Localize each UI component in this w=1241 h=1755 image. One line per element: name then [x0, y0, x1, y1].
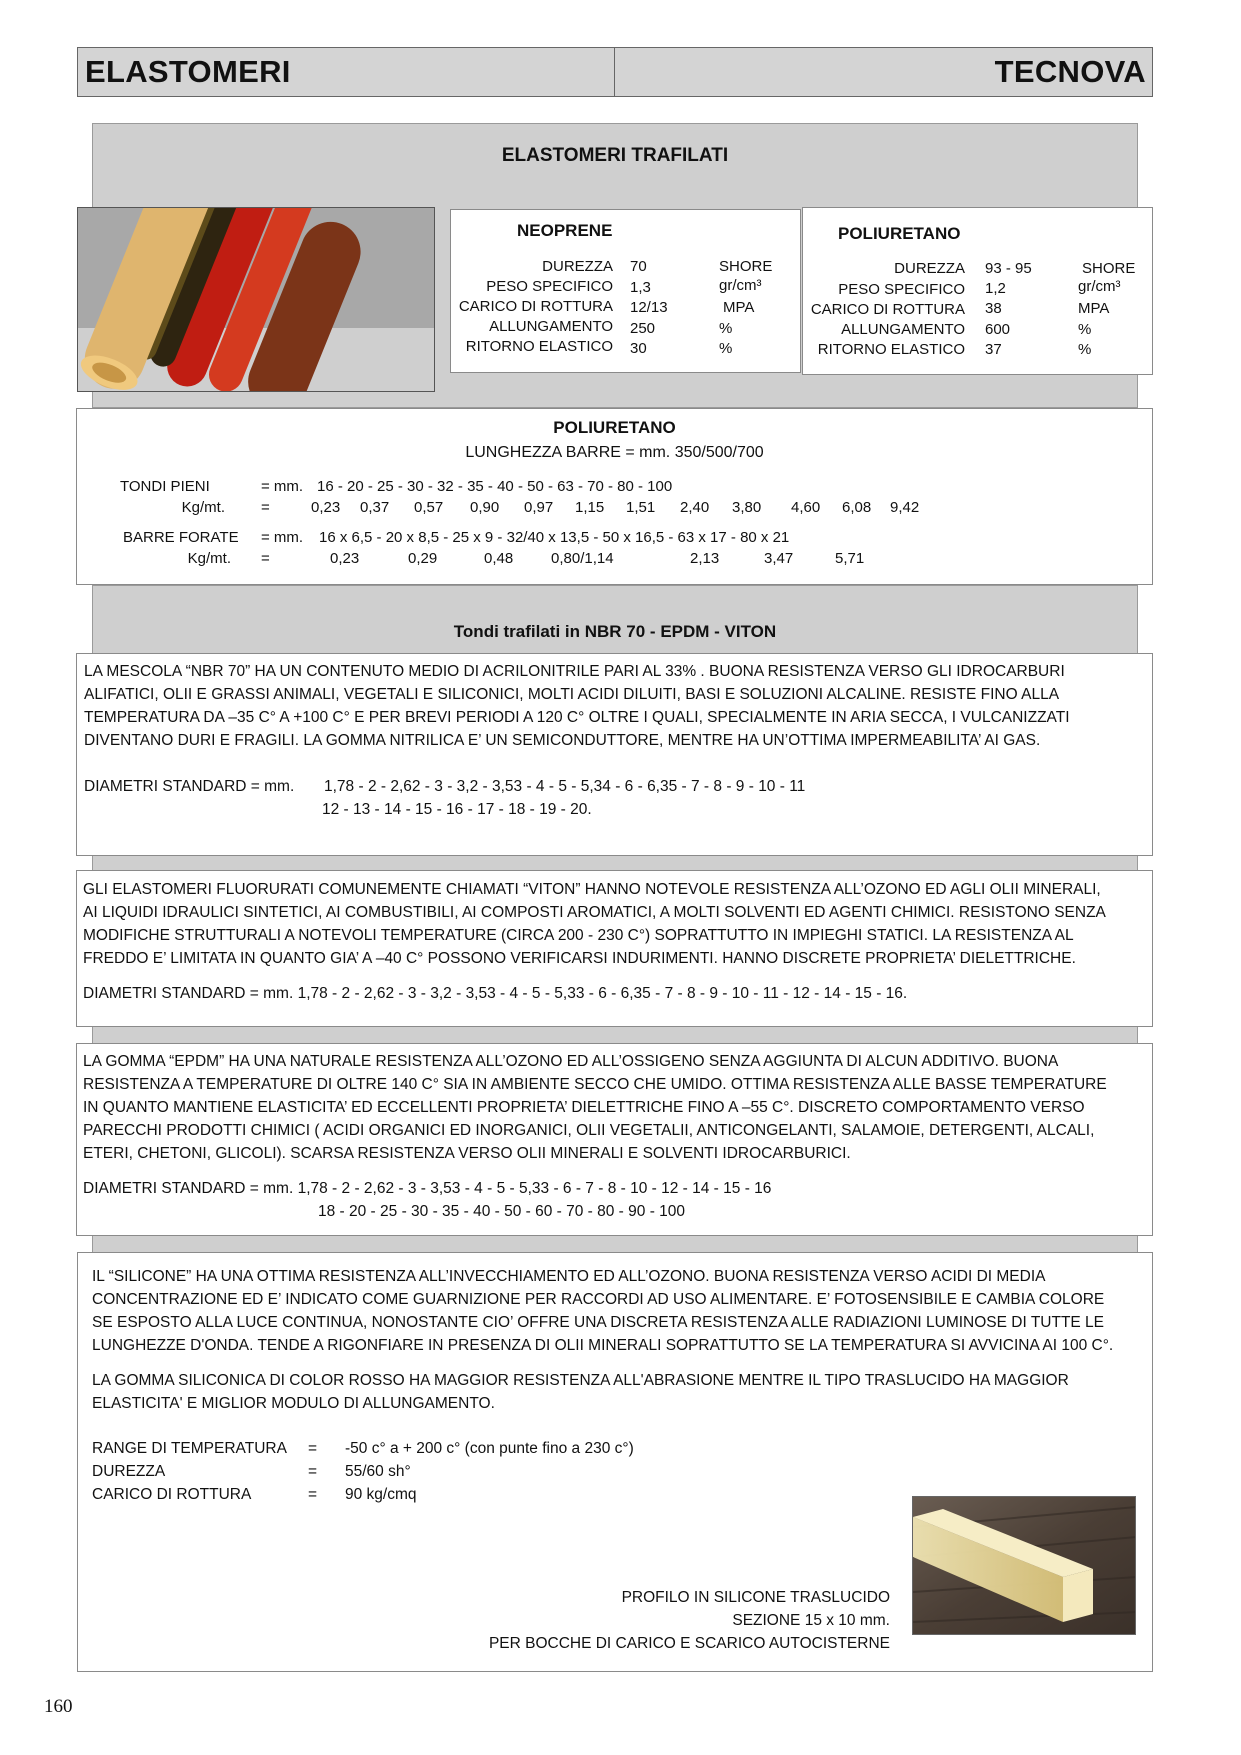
silicone-text-line: IL “SILICONE” HA UNA OTTIMA RESISTENZA ALL’INVECCHIAMENTO ED ALL’OZONO. BUONA RESISTENZA VERSO ACIDI DI MEDIA	[92, 1268, 1046, 1285]
neoprene-label: CARICO DI ROTTURA	[458, 298, 613, 315]
tondi-kg-value: 1,15	[575, 499, 605, 516]
viton-text-line: GLI ELASTOMERI FLUORURATI COMUNEMENTE CHIAMATI “VITON” HANNO NOTEVOLE RESISTENZA ALL’OZONO ED AGLI OLII MINERALI,	[83, 881, 1101, 898]
bars-title: POLIURETANO	[553, 418, 676, 437]
neoprene-label: ALLUNGAMENTO	[489, 318, 613, 335]
tondi-kg-label: Kg/mt.	[181, 499, 225, 516]
forate-kg-value: 3,47	[764, 550, 794, 567]
epdm-text-line: IN QUANTO MANTIENE ELASTICITA’ ED ECCELLENTI PROPRIETA’ DIELETTRICHE FINO A –55 C°. DISCRETO COMPORTAMENTO VERSO	[83, 1099, 1085, 1116]
poliuretano-unit: %	[1078, 321, 1092, 338]
photo-caption: PROFILO IN SILICONE TRASLUCIDO	[621, 1589, 890, 1606]
poliuretano-unit: SHORE	[1082, 260, 1136, 277]
epdm-diam-values: 18 - 20 - 25 - 30 - 35 - 40 - 50 - 60 - 70 - 80 - 90 - 100	[318, 1203, 686, 1220]
forate-kg-value: 0,48	[484, 550, 514, 567]
silicone-text-line: CONCENTRAZIONE ED E’ INDICATO COME GUARNIZIONE PER RACCORDI AD USO ALIMENTARE. E’ FOTOSENSIBILE E CAMBIA COLORE	[92, 1291, 1105, 1308]
neoprene-label: RITORNO ELASTICO	[465, 338, 613, 355]
nbr-text-line: LA MESCOLA “NBR 70” HA UN CONTENUTO MEDIO DI ACRILONITRILE PARI AL 33% . BUONA RESISTENZA VERSO GLI IDROCARBURI	[84, 663, 1065, 680]
poliuretano-title: POLIURETANO	[838, 224, 961, 243]
epdm-text-line: RESISTENZA A TEMPERATURE DI OLTRE 140 C° SIA IN AMBIENTE SECCO CHE UMIDO. OTTIMA RESISTENZA ALLE BASSE TEMPERATURE	[83, 1076, 1107, 1093]
nbr-diam-values: 12 - 13 - 14 - 15 - 16 - 17 - 18 - 19 - 20.	[322, 801, 592, 818]
tondi-kg-value: 3,80	[732, 499, 762, 516]
poliuretano-value: 93 - 95	[985, 260, 1032, 277]
forate-kg-eq: =	[261, 550, 270, 567]
header-brand: TECNOVA	[994, 54, 1146, 89]
epdm-diam-values: DIAMETRI STANDARD = mm. 1,78 - 2 - 2,62 - 3 - 3,53 - 4 - 5 - 5,33 - 6 - 7 - 8 - 10 - 12 - 14 - 15 - 16	[83, 1180, 772, 1197]
rods-photo	[77, 207, 435, 392]
neoprene-value: 12/13	[630, 299, 668, 316]
nbr-diam-label: DIAMETRI STANDARD = mm.	[84, 778, 295, 795]
tondi-kg-value: 1,51	[626, 499, 656, 516]
silicone-text-line: SE ESPOSTO ALLA LUCE CONTINUA, NONOSTANTE CIO’ OFFRE UNA DISCRETA RESISTENZA ALLE RADIAZIONI LUMINOSE DI TUTTE LE	[92, 1314, 1105, 1331]
viton-diam-values: DIAMETRI STANDARD = mm. 1,78 - 2 - 2,62 - 3 - 3,2 - 3,53 - 4 - 5 - 5,33 - 6 - 6,35 - 7 - 8 - 9 - 10 - 11 - 12 - 14 - 15 - 16.	[83, 985, 908, 1002]
poliuretano-label: CARICO DI ROTTURA	[810, 301, 965, 318]
forate-kg-label: Kg/mt.	[187, 550, 231, 567]
poliuretano-value: 1,2	[985, 280, 1006, 297]
poliuretano-unit: MPA	[1078, 300, 1110, 317]
forate-sizes: 16 x 6,5 - 20 x 8,5 - 25 x 9 - 32/40 x 13,5 - 50 x 16,5 - 63 x 17 - 80 x 21	[319, 529, 790, 546]
spec-label: DUREZZA	[92, 1463, 166, 1480]
poliuretano-value: 38	[985, 300, 1002, 317]
poliuretano-value: 600	[985, 321, 1011, 338]
tondi-kg-value: 0,57	[414, 499, 444, 516]
forate-kg-value: 0,29	[408, 550, 438, 567]
neoprene-value: 30	[630, 340, 647, 357]
silicone-profile-photo	[912, 1496, 1136, 1635]
nbr-diam-values: 1,78 - 2 - 2,62 - 3 - 3,2 - 3,53 - 4 - 5 - 5,34 - 6 - 6,35 - 7 - 8 - 9 - 10 - 11	[324, 778, 806, 795]
silicone-text-line: ELASTICITA' E MIGLIOR MODULO DI ALLUNGAMENTO.	[92, 1395, 495, 1412]
forate-eq: = mm.	[261, 529, 304, 546]
tondi-eq: = mm.	[261, 478, 304, 495]
silicone-text-line: LA GOMMA SILICONICA DI COLOR ROSSO HA MAGGIOR RESISTENZA ALL'ABRASIONE MENTRE IL TIPO TRASLUCIDO HA MAGGIOR	[92, 1372, 1069, 1389]
neoprene-value: 1,3	[630, 279, 651, 296]
section-title: ELASTOMERI TRAFILATI	[501, 145, 729, 166]
header-divider	[614, 48, 615, 96]
poliuretano-value: 37	[985, 341, 1002, 358]
header-title: ELASTOMERI	[85, 54, 291, 89]
tondi-kg-value: 4,60	[791, 499, 821, 516]
page-number: 160	[44, 1696, 73, 1717]
tondi-label: TONDI PIENI	[120, 478, 210, 495]
tondi-kg-value: 0,97	[524, 499, 554, 516]
epdm-text-line: LA GOMMA “EPDM” HA UNA NATURALE RESISTENZA ALL’OZONO ED ALL’OSSIGENO SENZA AGGIUNTA DI ALCUN ADDITIVO. BUONA	[83, 1053, 1059, 1070]
neoprene-title: NEOPRENE	[517, 221, 613, 240]
forate-kg-value: 5,71	[835, 550, 865, 567]
tondi-kg-value: 2,40	[680, 499, 710, 516]
spec-value: 55/60 sh°	[345, 1463, 411, 1480]
spec-label: RANGE DI TEMPERATURA	[92, 1440, 287, 1457]
tondi-kg-value: 6,08	[842, 499, 872, 516]
poliuretano-unit: %	[1078, 341, 1092, 358]
tondi-kg-value: 0,23	[311, 499, 341, 516]
neoprene-value: 250	[630, 320, 656, 337]
epdm-text-line: ETERI, CHETONI, GLICOLI). SCARSA RESISTENZA VERSO OLII MINERALI E SOLVENTI IDROCARBURICI.	[83, 1145, 851, 1162]
spec-value: -50 c° a + 200 c° (con punte fino a 230 c°)	[345, 1440, 634, 1457]
neoprene-unit: %	[719, 340, 733, 357]
nbr-text-line: DIVENTANO DURI E FRAGILI. LA GOMMA NITRILICA E’ UN SEMICONDUTTORE, MENTRE HA UN’OTTIMA IMPERMEABILITA’ AI GAS.	[84, 732, 1041, 749]
silicone-text-line: LUNGHEZZE D'ONDA. TENDE A RIGONFIARE IN PRESENZA DI OLII MINERALI SOPRATTUTTO SE LA TEMPERATURA SI AVVICINA AI 100 C°.	[92, 1337, 1114, 1354]
spec-label: CARICO DI ROTTURA	[92, 1486, 252, 1503]
neoprene-unit: %	[719, 320, 733, 337]
bars-length: LUNGHEZZA BARRE = mm. 350/500/700	[465, 444, 764, 461]
tondi-kg-value: 0,37	[360, 499, 390, 516]
section-title: Tondi trafilati in NBR 70 - EPDM - VITON	[453, 622, 777, 641]
neoprene-label: PESO SPECIFICO	[486, 278, 613, 295]
tondi-kg-value: 9,42	[890, 499, 920, 516]
spec-eq: =	[308, 1440, 318, 1457]
forate-kg-value: 0,80/1,14	[551, 550, 614, 567]
viton-text-line: FREDDO E’ LIMITATA IN QUANTO GIA’ A –40 C° POSSONO VERIFICARSI INDURIMENTI. HANNO DISCRETE PROPRIETA’ DIELETTRICHE.	[83, 950, 1076, 967]
forate-label: BARRE FORATE	[123, 529, 239, 546]
nbr-text-line: ALIFATICI, OLII E GRASSI ANIMALI, VEGETALI E SILICONICI, MOLTI ACIDI DILUITI, BASI E SOLUZIONI ALCALINE. RESISTE FINO ALLA	[84, 686, 1060, 703]
tondi-sizes: 16 - 20 - 25 - 30 - 32 - 35 - 40 - 50 - 63 - 70 - 80 - 100	[317, 478, 673, 495]
neoprene-value: 70	[630, 258, 647, 275]
tondi-kg-eq: =	[261, 499, 270, 516]
spec-value: 90 kg/cmq	[345, 1486, 417, 1503]
viton-text-line: AI LIQUIDI IDRAULICI SINTETICI, AI COMBUSTIBILI, AI COMPOSTI AROMATICI, A MOLTI SOLVENTI ED AGENTI CHIMICI. RESISTONO SENZA	[83, 904, 1106, 921]
poliuretano-label: ALLUNGAMENTO	[841, 321, 965, 338]
neoprene-unit: gr/cm³	[719, 277, 762, 294]
poliuretano-label: PESO SPECIFICO	[838, 281, 965, 298]
forate-kg-value: 2,13	[690, 550, 720, 567]
page-header	[77, 47, 1153, 97]
neoprene-label: DUREZZA	[542, 258, 613, 275]
poliuretano-label: DUREZZA	[894, 260, 965, 277]
forate-kg-value: 0,23	[330, 550, 360, 567]
spec-eq: =	[308, 1486, 318, 1503]
spec-eq: =	[308, 1463, 318, 1480]
poliuretano-label: RITORNO ELASTICO	[817, 341, 965, 358]
viton-text-line: MODIFICHE STRUTTURALI A NOTEVOLI TEMPERATURE (CIRCA 200 - 230 C°) SOPRATTUTTO IN IMPIEGHI STATICI. LA RESISTENZA AL	[83, 927, 1074, 944]
neoprene-unit: SHORE	[719, 258, 773, 275]
photo-caption: PER BOCCHE DI CARICO E SCARICO AUTOCISTERNE	[488, 1635, 890, 1652]
epdm-text-line: PARECCHI PRODOTTI CHIMICI ( ACIDI ORGANICI ED INORGANICI, OLII VEGETALII, ANTICONGELANTI, SALAMOIE, DETERGENTI, ALCALI,	[83, 1122, 1095, 1139]
tondi-kg-value: 0,90	[470, 499, 500, 516]
photo-caption: SEZIONE 15 x 10 mm.	[732, 1612, 890, 1629]
neoprene-unit: MPA	[723, 299, 755, 316]
poliuretano-unit: gr/cm³	[1078, 278, 1121, 295]
nbr-text-line: TEMPERATURA DA –35 C° A +100 C° E PER BREVI PERIODI A 120 C° OLTRE I QUALI, SPECIALMENTE IN ARIA SECCA, I VULCANIZZATI	[84, 709, 1070, 726]
